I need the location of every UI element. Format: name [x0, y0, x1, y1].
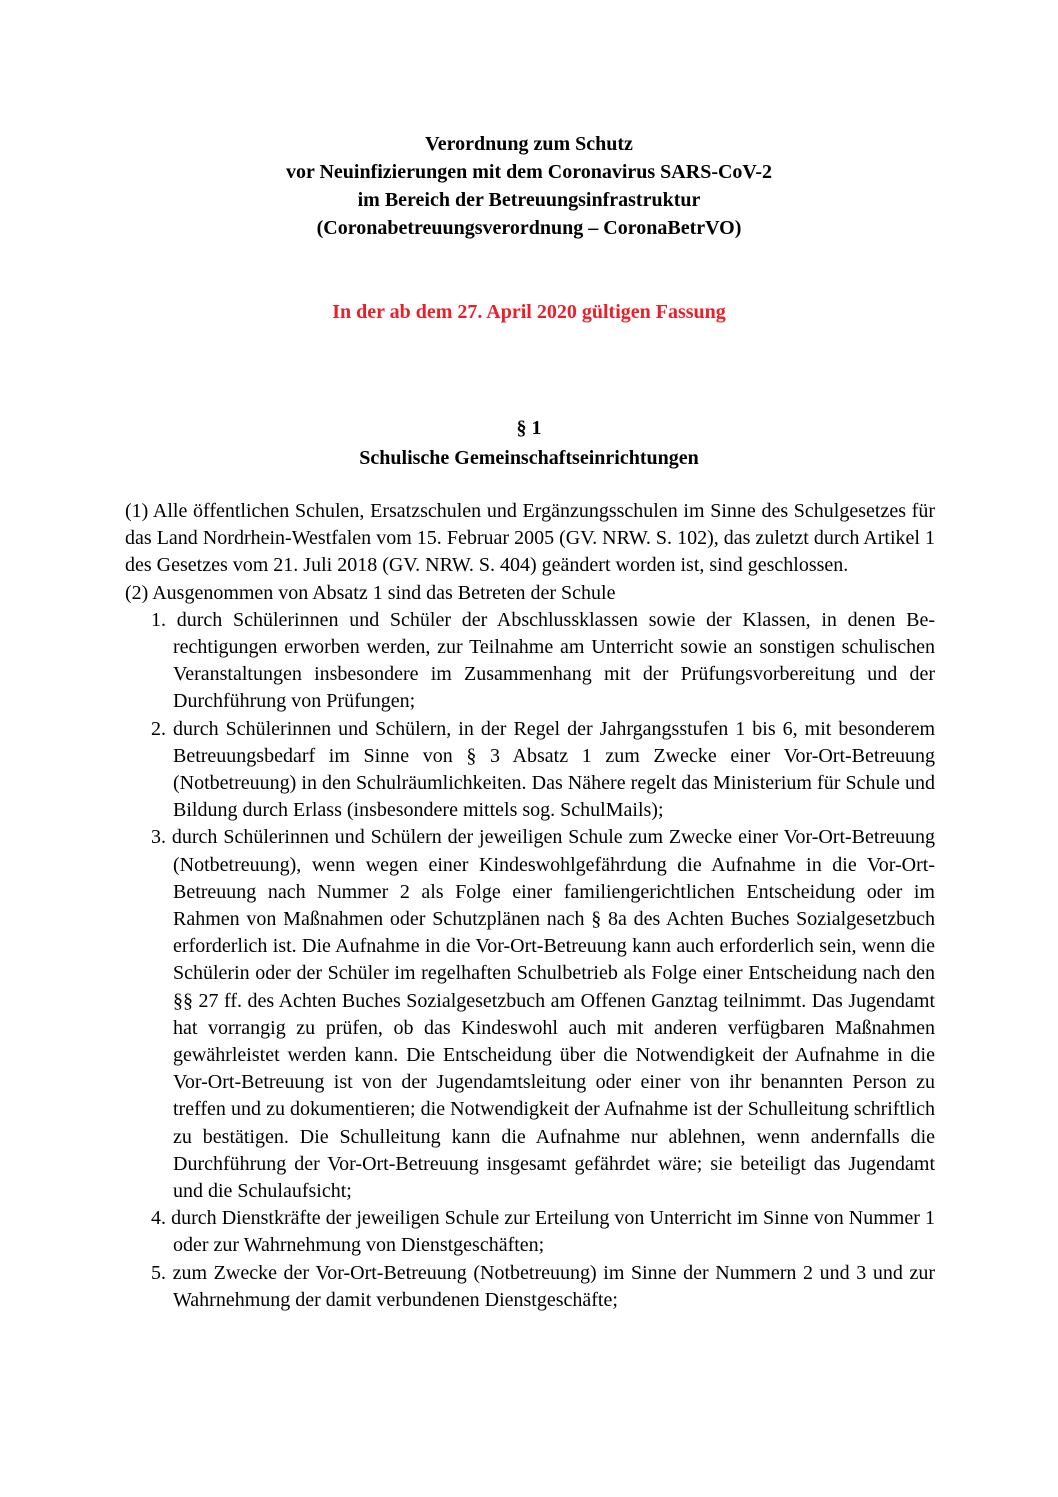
title-line: Verordnung zum Schutz [425, 133, 633, 155]
list-item: 1. durch Schülerinnen und Schüler der Abschlussklassen sowie der Klassen, in denen Berechtigungen erworben werden, zur Teilnahme am Unterricht sowie an sonstigen schulischen Veranstaltungen insbesondere im Zusammenhang mit der Prüfungsvorbereitung und der Durchführung von Prüfungen; [151, 608, 935, 713]
section-header [0, 413, 1058, 473]
paragraph-2-intro: (2) Ausgenommen von Absatz 1 sind das Betreten der Schule [125, 581, 616, 604]
title-line: im Bereich der Betreuungsinfrastruktur [357, 189, 701, 211]
section-number: § 1 [516, 417, 542, 439]
list-item: 5. zum Zwecke der Vor-Ort-Betreuung (Notbetreuung) im Sinne der Nummern 2 und 3 und zur Wahrnehmung der damit verbundenen Dienstgeschäfte; [151, 1261, 935, 1311]
section-body [125, 498, 935, 1314]
paragraph-1: (1) Alle öffentlichen Schulen, Ersatzschulen und Ergänzungsschulen im Sinne des Schulgesetzes für das Land Nordrhein-Westfalen vom 15. Februar 2005 (GV. NRW. S. 102), das zuletzt durch Artikel 1 des Gesetzes vom 21. Juli 2018 (GV. NRW. S. 404) geändert worden ist, sind geschlossen. [125, 500, 935, 577]
validity-note: In der ab dem 27. April 2020 gültigen Fassung [332, 301, 726, 323]
list-item: 2. durch Schülerinnen und Schülern, in der Regel der Jahrgangsstufen 1 bis 6, mit besonderem Betreuungsbedarf im Sinne von § 3 Absatz 1 zum Zwecke einer Vor-Ort-Betreuung (Notbetreuung) in den Schulräumlichkeiten. Das Nähere regelt das Ministerium für Schule und Bildung durch Erlass (insbesondere mittels sog. SchulMails); [151, 717, 935, 822]
document-title [0, 130, 1058, 242]
title-line: (Coronabetreuungsverordnung – CoronaBetrVO) [316, 217, 742, 239]
list-item: 4. durch Dienstkräfte der jeweiligen Schule zur Erteilung von Unterricht im Sinne von Nummer 1 oder zur Wahrnehmung von Dienstgeschäften; [151, 1207, 935, 1257]
section-heading: Schulische Gemeinschaftseinrichtungen [359, 447, 699, 469]
list-item: 3. durch Schülerinnen und Schülern der jeweiligen Schule zum Zwecke einer Vor-Ort-Betreuung (Notbetreuung), wenn wegen einer Kindeswohlgefährdung die Aufnahme in die Vor-Ort-Betreuung nach Nummer 2 als Folge einer familiengerichtlichen Entscheidung oder im Rahmen von Maßnahmen oder Schutzplänen nach § 8a des Achten Buches Sozialgesetzbuch erforderlich ist. Die Aufnahme in die Vor-Ort-Betreuung kann auch erforderlich sein, wenn die Schülerin oder der Schüler im regelhaften Schulbetrieb als Folge einer Entscheidung nach den §§ 27 ff. des Achten Buches Sozialgesetzbuch am Offenen Ganztag teilnimmt. Das Jugendamt hat vorrangig zu prüfen, ob das Kindeswohl auch mit anderen verfügbaren Maßnahmen gewährleistet werden kann. Die Entscheidung über die Notwendigkeit der Aufnahme in die Vor-Ort-Betreuung ist von der Jugendamtsleitung oder einer von ihr benannten Person zu treffen und zu dokumentieren; die Notwendigkeit der Aufnahme ist der Schulleitung schriftlich zu bestätigen. Die Schulleitung kann die Aufnahme nur ablehnen, wenn andernfalls die Durchführung der Vor-Ort-Betreuung insgesamt gefährdet wäre; sie beteiligt das Jugendamt und die Schulaufsicht; [151, 826, 935, 1203]
title-line: vor Neuinfizierungen mit dem Coronavirus SARS-CoV-2 [285, 161, 773, 183]
